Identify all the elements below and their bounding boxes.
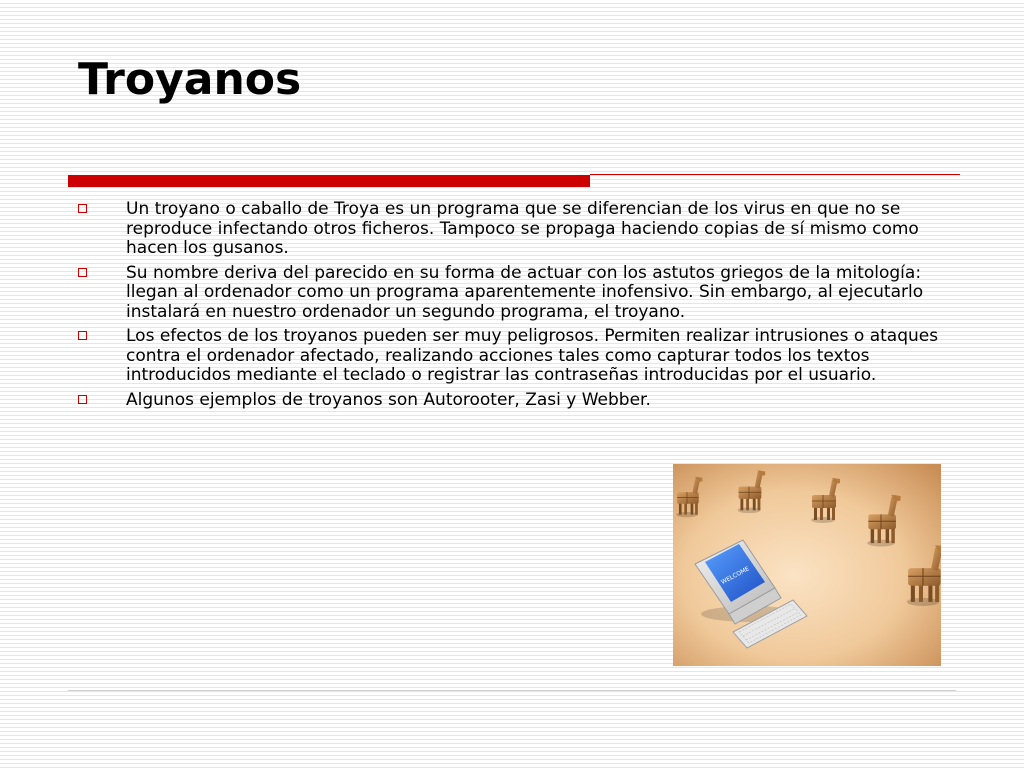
title-divider-bar <box>68 175 590 187</box>
square-bullet-icon <box>78 204 87 213</box>
bullet-text: Los efectos de los troyanos pueden ser muy peligrosos. Permiten realizar intrusiones o ataques contra el ordenador afectado, realizando acciones tales como capturar todos los textos introducidos mediante el teclado o registrar las contraseñas introducidas por el usuario. <box>126 326 939 385</box>
title-divider-line <box>590 174 960 175</box>
bullet-text: Su nombre deriva del parecido en su forma de actuar con los astutos griegos de la mitología: llegan al ordenador como un programa aparentemente inofensivo. Sin embargo, al ejecutarlo instalará en nuestro ordenador un segundo programa, el troyano. <box>126 262 924 322</box>
trojan-horses-computer-image <box>673 464 941 666</box>
screen-welcome-text: WELCOME <box>719 565 751 587</box>
bullet-list <box>78 200 958 415</box>
slide-title: Troyanos <box>78 54 302 105</box>
bullet-item <box>78 327 958 386</box>
bullet-item <box>78 200 958 259</box>
square-bullet-icon <box>78 268 87 277</box>
bullet-text: Un troyano o caballo de Troya es un programa que se diferencian de los virus en que no se reproduce infectando otros ficheros. Tampoco se propaga haciendo copias de sí mismo como hacen los gusanos. <box>126 199 919 258</box>
bullet-text: Algunos ejemplos de troyanos son Autorooter, Zasi y Webber. <box>126 389 651 410</box>
square-bullet-icon <box>78 395 87 404</box>
bullet-item <box>78 391 958 411</box>
bullet-item <box>78 264 958 323</box>
square-bullet-icon <box>78 331 87 340</box>
title-divider <box>68 174 960 188</box>
footer-divider <box>68 690 956 691</box>
